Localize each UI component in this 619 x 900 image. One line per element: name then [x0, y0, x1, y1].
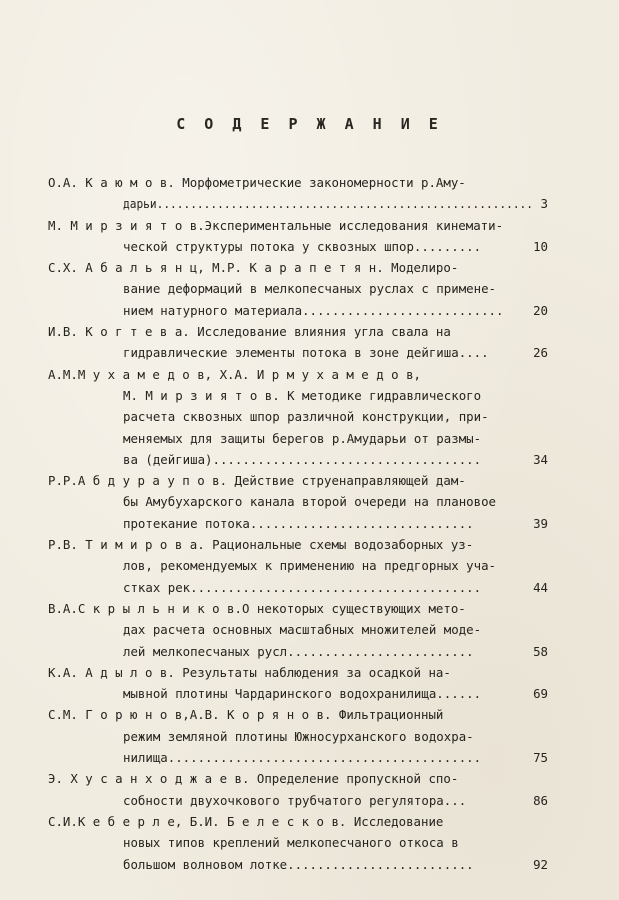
toc-page-number: 34: [533, 451, 548, 467]
toc-line-text: М. М и р з и я т о в. К методике гидравлического: [123, 387, 482, 403]
toc-line: [48, 726, 548, 747]
toc-line-text: И.В. К о г т е в а. Исследование влияния угла свала на: [48, 324, 451, 340]
toc-line: [48, 768, 548, 789]
toc-line: [48, 534, 548, 555]
toc-line-text: С.Х. А б а л ь я н ц, М.Р. К а р а п е т я н. Моделиро-: [48, 260, 459, 276]
toc-line-text: О.А. К а ю м о в. Морфометрические закономерности р.Аму-: [48, 175, 466, 190]
toc-entry: [48, 257, 548, 321]
toc-entry: [48, 172, 548, 215]
toc-line: [48, 683, 548, 704]
toc-line: [48, 300, 548, 321]
toc-line: [48, 406, 548, 427]
toc-line-text: собности двухочкового трубчатого регулятора...: [123, 792, 467, 808]
toc-line: [48, 662, 548, 683]
table-of-contents: [48, 172, 548, 875]
toc-line: [48, 811, 548, 832]
toc-line: [48, 513, 548, 534]
toc-page-number: 44: [533, 579, 548, 595]
toc-line-text: бы Амубухарского канала второй очереди на плановое: [123, 494, 496, 510]
toc-line-text: меняемых для защиты берегов р.Амударьи от размы-: [123, 430, 482, 446]
toc-line: [48, 385, 548, 406]
toc-line-text: стках рек.......................................: [123, 579, 482, 595]
toc-page-number: 75: [533, 750, 548, 766]
toc-line: [48, 747, 548, 768]
toc-line-text: новых типов креплений мелкопесчаного откоса в: [123, 835, 459, 851]
toc-line-text: расчета сквозных шпор различной конструкции, при-: [123, 409, 489, 425]
toc-page-number: 92: [533, 856, 548, 872]
toc-line-text: Э. Х у с а н х о д ж а е в. Определение пропускной спо-: [48, 771, 459, 787]
toc-line: [48, 342, 548, 363]
toc-line-text: протекание потока..............................: [123, 515, 474, 531]
toc-line: [48, 577, 548, 598]
toc-line-text: С.И.К е б е р л е, Б.И. Б е л е с к о в. Исследование: [48, 813, 444, 829]
toc-line-text: А.М.М у х а м е д о в, Х.А. И р м у х а м е д о в,: [48, 366, 421, 382]
toc-line-text: гидравлические элементы потока в зоне дейгиша....: [123, 345, 489, 361]
toc-line-text: С.М. Г о р ю н о в,А.В. К о р я н о в. Фильтрационный: [48, 707, 444, 723]
toc-line: [48, 619, 548, 640]
toc-line: [48, 470, 548, 491]
toc-line: [48, 598, 548, 619]
toc-line-text: дарьи........................................................: [123, 196, 534, 212]
toc-line-text: дах расчета основных масштабных множителей моде-: [123, 622, 482, 638]
toc-line-text: ва (дейгиша)....................................: [123, 451, 482, 467]
toc-line-text: большом волновом лотке.........................: [123, 856, 474, 872]
toc-entry: [48, 364, 548, 470]
toc-page-number: 58: [533, 643, 548, 659]
toc-line-text: лов, рекомендуемых к применению на предгорных уча-: [123, 558, 496, 574]
toc-entry: [48, 321, 548, 364]
toc-line-text: режим земляной плотины Южносурханского водохра-: [123, 728, 474, 744]
toc-line: [48, 321, 548, 342]
toc-line: [48, 428, 548, 449]
page-title: С О Д Е Р Ж А Н И Е: [176, 115, 443, 133]
toc-entry: [48, 534, 548, 598]
toc-line-text: Р.В. Т и м и р о в а. Рациональные схемы водозаборных уз-: [48, 537, 474, 553]
toc-page-number: 86: [533, 792, 548, 808]
toc-page-number: 26: [533, 345, 548, 361]
toc-entry: [48, 598, 548, 662]
toc-line: [48, 641, 548, 662]
toc-entry: [48, 662, 548, 705]
toc-line: [48, 491, 548, 512]
toc-line-text: Р.Р.А б д у р а у п о в. Действие струенаправляющей дам-: [48, 473, 466, 489]
toc-entry: [48, 215, 548, 258]
toc-page-number: 20: [533, 302, 548, 318]
toc-page-number: 69: [533, 686, 548, 702]
toc-line-text: мывной плотины Чардаринского водохранилища......: [123, 686, 482, 702]
toc-line: [48, 172, 548, 193]
toc-page-number: 10: [533, 238, 548, 254]
toc-line-text: В.А.С к р ы л ь н и к о в.О некоторых существующих мето-: [48, 600, 466, 616]
toc-page-number: 3: [540, 196, 548, 212]
toc-line-text: вание деформаций в мелкопесчаных руслах с примене-: [123, 281, 496, 297]
toc-line: [48, 236, 548, 257]
toc-line-text: М. М и р з и я т о в.Экспериментальные исследования кинемати-: [48, 217, 504, 233]
toc-line: [48, 704, 548, 725]
toc-line: [48, 854, 548, 875]
toc-entry: [48, 768, 548, 811]
toc-line: [48, 215, 548, 236]
toc-entry: [48, 704, 548, 768]
toc-line: [48, 193, 548, 214]
toc-line: [48, 555, 548, 576]
toc-line: [48, 364, 548, 385]
toc-line-text: ческой структуры потока у сквозных шпор.........: [123, 238, 482, 254]
toc-line: [48, 790, 548, 811]
toc-line: [48, 832, 548, 853]
toc-line: [48, 449, 548, 470]
toc-page-number: 39: [533, 515, 548, 531]
toc-line-text: нилища..........................................: [123, 750, 482, 766]
toc-line: [48, 278, 548, 299]
toc-line-text: нием натурного материала...........................: [123, 302, 504, 318]
toc-entry: [48, 811, 548, 875]
toc-line: [48, 257, 548, 278]
toc-line-text: лей мелкопесчаных русл.........................: [123, 643, 474, 659]
toc-entry: [48, 470, 548, 534]
toc-line-text: К.А. А д ы л о в. Результаты наблюдения за осадкой на-: [48, 664, 451, 680]
